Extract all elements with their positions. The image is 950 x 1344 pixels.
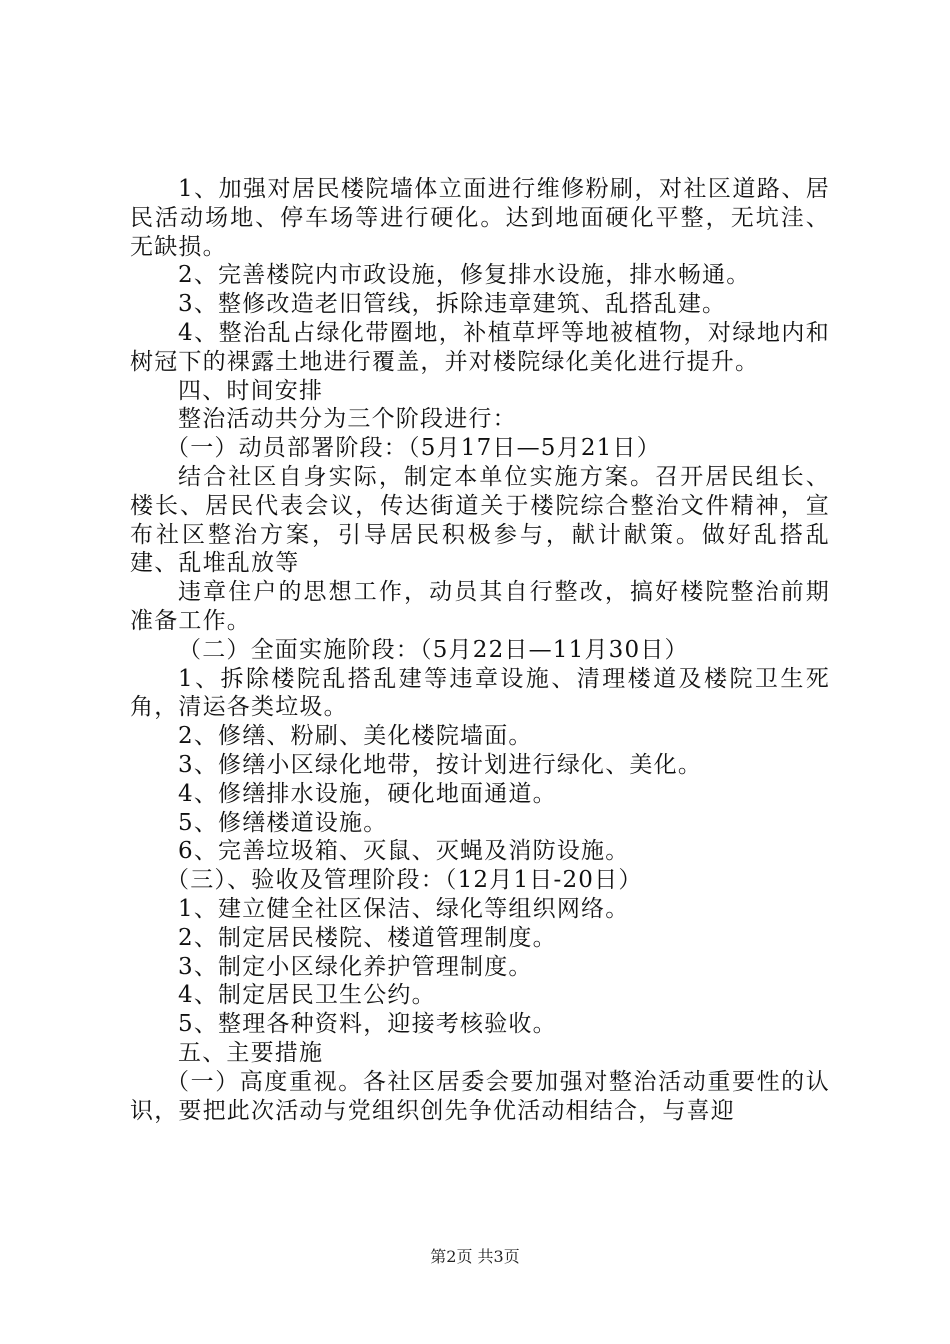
paragraph: 3、整修改造老旧管线，拆除违章建筑、乱搭乱建。 [178,291,727,318]
paragraph: 1、拆除楼院乱搭乱建等违章设施、清理楼道及楼院卫生死角，清运各类垃圾。 [130,665,830,721]
paragraph: 四、时间安排 [178,377,324,404]
paragraph: 4、制定居民卫生公约。 [178,982,436,1009]
paragraph: 6、完善垃圾箱、灭鼠、灭蝇及消防设施。 [178,838,630,865]
paragraph: 2、制定居民楼院、楼道管理制度。 [178,924,557,951]
paragraph: 整治活动共分为三个阶段进行： [178,406,517,433]
paragraph: 1、加强对居民楼院墙体立面进行维修粉刷，对社区道路、居民活动场地、停车场等进行硬化。达到地面硬化平整，无坑洼、无缺损。 [130,176,830,260]
paragraph: 5、整理各种资料，迎接考核验收。 [178,1011,557,1038]
paragraph: 3、制定小区绿化养护管理制度。 [178,953,533,980]
paragraph: 3、修缮小区绿化地带，按计划进行绿化、美化。 [178,751,703,778]
paragraph: 1、建立健全社区保洁、绿化等组织网络。 [178,895,630,922]
paragraph: 4、整治乱占绿化带圈地，补植草坪等地被植物，对绿地内和树冠下的裸露土地进行覆盖，并对楼院绿化美化进行提升。 [130,319,830,375]
paragraph: 4、修缮排水设施，硬化地面通道。 [178,780,557,807]
document-body [130,175,830,1125]
paragraph: 违章住户的思想工作，动员其自行整改，搞好楼院整治前期准备工作。 [130,579,830,634]
paragraph: 2、修缮、粉刷、美化楼院墙面。 [178,723,533,750]
paragraph: 结合社区自身实际，制定本单位实施方案。召开居民组长、楼长、居民代表会议，传达街道关于楼院综合整治文件精神，宣布社区整治方案，引导居民积极参与，献计献策。做好乱搭乱建、乱堆乱放等 [130,463,830,577]
paragraph: （三）、验收及管理阶段：（12月1日-20日） [166,867,643,894]
paragraph: 五、主要措施 [178,1039,324,1066]
paragraph: （二）全面实施阶段：（5月22日—11月30日） [178,636,689,663]
page-footer: 第2页 共3页 [430,1247,520,1266]
paragraph: （一）高度重视。各社区居委会要加强对整治活动重要性的认识，要把此次活动与党组织创先争优活动相结合，与喜迎 [130,1068,830,1124]
paragraph: 5、修缮楼道设施。 [178,809,388,836]
paragraph: （一）动员部署阶段：（5月17日—5月21日） [166,435,661,462]
paragraph: 2、完善楼院内市政设施，修复排水设施，排水畅通。 [178,262,751,289]
